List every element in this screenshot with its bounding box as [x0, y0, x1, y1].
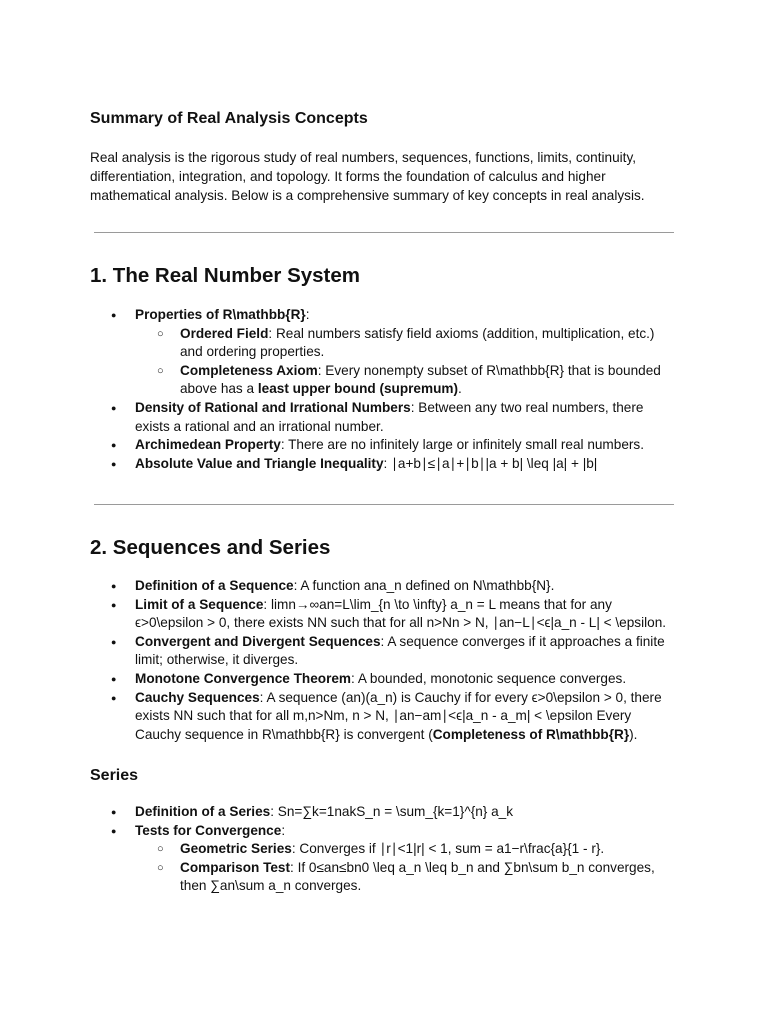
- divider: [94, 232, 674, 233]
- series-list: [90, 803, 680, 896]
- properties-colon: :: [305, 307, 310, 322]
- density-text: : Between any two real numbers, there exists a rational and an irrational number.: [135, 399, 644, 434]
- sub-item-comparison-test: [135, 859, 680, 896]
- least-upper-bound: least upper bound (supremum): [257, 381, 459, 397]
- limit-sequence-text: : lim⁡n→∞an=L\lim_{n \to \infty} a_n = L means that for any ϵ>0\epsilon > 0, there exists NN such that for all n>Nn > N, ∣an−L∣<ϵ|a_n - L| < \epsilon.: [135, 596, 667, 631]
- real-number-system-list: [90, 306, 680, 473]
- term-geometric-series: Geometric Series: [180, 841, 292, 857]
- list-item-monotone-convergence: [90, 670, 680, 689]
- list-item-absolute-value: [90, 455, 680, 474]
- term-comparison-test: Comparison Test: [180, 859, 291, 875]
- list-item-limit-sequence: [90, 596, 680, 633]
- term-convergent-divergent: Convergent and Divergent Sequences: [135, 633, 381, 649]
- sub-item-completeness-axiom: [135, 362, 680, 399]
- divider: [94, 504, 674, 505]
- properties-sublist: [135, 325, 680, 399]
- term-archimedean: Archimedean Property: [135, 437, 281, 453]
- monotone-convergence-text: : A bounded, monotonic sequence converges.: [351, 670, 627, 686]
- term-cauchy-sequences: Cauchy Sequences: [135, 689, 260, 705]
- tests-sublist: [135, 840, 680, 896]
- comparison-test-text: : If 0≤an≤bn0 \leq a_n \leq b_n and ∑bn\sum b_n converges, then ∑an\sum a_n converges.: [180, 859, 655, 894]
- sub-item-geometric-series: [135, 840, 680, 859]
- term-definition-sequence: Definition of a Sequence: [135, 578, 294, 593]
- sub-item-ordered-field: [135, 325, 680, 362]
- completeness-of-r: Completeness of R\mathbb{R}: [432, 726, 630, 742]
- list-item-properties: [90, 306, 680, 399]
- list-item-definition-sequence: [90, 577, 680, 596]
- archimedean-text: : There are no infinitely large or infinitely small real numbers.: [280, 437, 644, 453]
- term-definition-series: Definition of a Series: [135, 804, 271, 819]
- completeness-period: .: [458, 381, 462, 397]
- cauchy-end: ).: [629, 726, 638, 742]
- definition-sequence-text: : A function ana_n defined on N\mathbb{N}.: [293, 578, 555, 593]
- list-item-archimedean: [90, 436, 680, 455]
- term-completeness-axiom: Completeness Axiom: [180, 362, 318, 378]
- definition-series-text: : Sn=∑k=1nakS_n = \sum_{k=1}^{n} a_k: [270, 804, 514, 819]
- section-heading-sequences-series: 2. Sequences and Series: [90, 536, 331, 559]
- list-item-tests-convergence: [90, 822, 680, 896]
- subheading-series: Series: [90, 767, 139, 784]
- term-limit-sequence: Limit of a Sequence: [135, 596, 264, 612]
- completeness-text: : Every nonempty subset of R\mathbb{R} that is bounded above has a: [180, 362, 661, 397]
- term-monotone-convergence: Monotone Convergence Theorem: [135, 670, 352, 686]
- term-properties: Properties of R\mathbb{R}: [135, 307, 306, 322]
- convergent-divergent-text: : A sequence converges if it approaches a finite limit; otherwise, it diverges.: [135, 633, 665, 668]
- term-tests-convergence: Tests for Convergence: [135, 822, 282, 838]
- list-item-definition-series: [90, 803, 680, 822]
- list-item-cauchy-sequences: [90, 689, 680, 745]
- document-title: Summary of Real Analysis Concepts: [90, 110, 368, 127]
- list-item-density: [90, 399, 680, 436]
- cauchy-sequences-text: : A sequence (an)(a_n) is Cauchy if for every ϵ>0\epsilon > 0, there exists NN such that for all m,n>Nm, n > N, ∣an−am∣<ϵ|a_n - a_m| < \epsilon Every Cauchy sequence in R\mathbb{R} is convergent (: [135, 689, 662, 742]
- absolute-value-text: : ∣a+b∣≤∣a∣+∣b∣|a + b| \leq |a| + |b|: [383, 455, 598, 471]
- term-absolute-value: Absolute Value and Triangle Inequality: [135, 455, 384, 471]
- term-density: Density of Rational and Irrational Numbers: [135, 399, 411, 415]
- tests-colon: :: [281, 822, 286, 838]
- section-heading-real-number-system: 1. The Real Number System: [90, 264, 361, 287]
- sequences-list: [90, 577, 680, 744]
- list-item-convergent-divergent: [90, 633, 680, 670]
- intro-paragraph: Real analysis is the rigorous study of real numbers, sequences, functions, limits, continuity, differentiation, integration, and topology. It forms the foundation of calculus and higher mathematical analysis. Below is a comprehensive summary of key concepts in real analysis.: [90, 150, 645, 203]
- term-ordered-field: Ordered Field: [180, 325, 269, 341]
- geometric-series-text: : Converges if ∣r∣<1|r| < 1, sum = a1−r\frac{a}{1 - r}.: [291, 841, 605, 857]
- ordered-field-text: : Real numbers satisfy field axioms (addition, multiplication, etc.) and ordering properties.: [180, 325, 655, 360]
